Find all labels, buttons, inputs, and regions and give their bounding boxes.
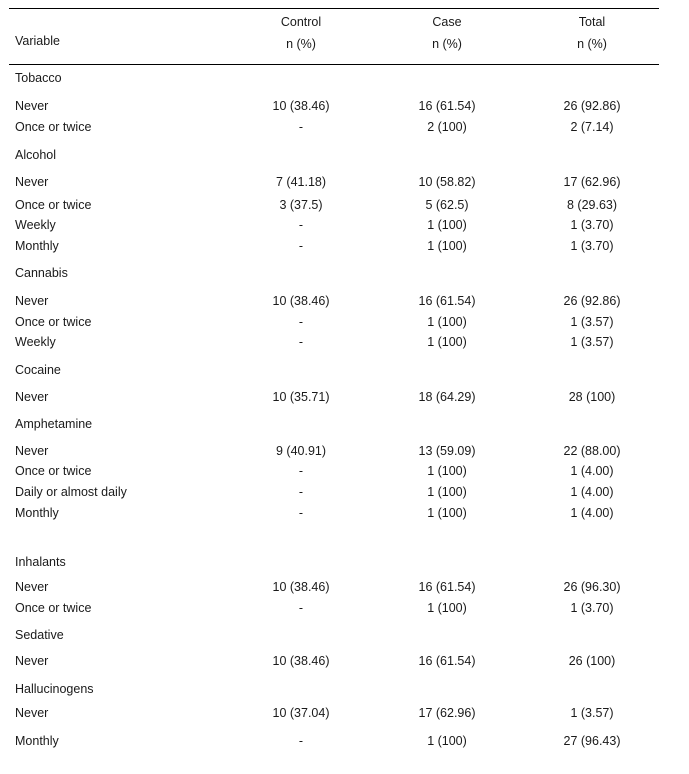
case-value: 1 (100) bbox=[427, 218, 467, 232]
case-value: 10 (58.82) bbox=[418, 175, 476, 189]
total-value: 1 (3.57) bbox=[570, 335, 614, 349]
case-value: 1 (100) bbox=[427, 601, 467, 615]
group-heading: Inhalants bbox=[15, 555, 66, 569]
total-value: 26 (92.86) bbox=[563, 99, 621, 113]
row-label: Never bbox=[15, 294, 49, 308]
table-row bbox=[9, 195, 659, 215]
table-row bbox=[9, 482, 659, 502]
case-value: 18 (64.29) bbox=[418, 390, 476, 404]
control-value: - bbox=[298, 335, 304, 349]
table-row bbox=[9, 172, 659, 192]
group-heading: Sedative bbox=[15, 628, 64, 642]
case-value: 17 (62.96) bbox=[418, 706, 476, 720]
table-row bbox=[9, 291, 659, 311]
header-variable: Variable bbox=[15, 34, 60, 48]
table-row bbox=[9, 731, 659, 751]
table-row bbox=[9, 461, 659, 481]
case-value: 2 (100) bbox=[427, 120, 467, 134]
table-row bbox=[9, 577, 659, 597]
header-total-sub: n (%) bbox=[577, 37, 607, 51]
control-value: - bbox=[298, 601, 304, 615]
case-value: 1 (100) bbox=[427, 239, 467, 253]
table-row bbox=[9, 441, 659, 461]
group-heading: Alcohol bbox=[15, 148, 56, 162]
total-value: 1 (4.00) bbox=[570, 485, 614, 499]
control-value: - bbox=[298, 734, 304, 748]
control-value: 3 (37.5) bbox=[279, 198, 323, 212]
control-value: - bbox=[298, 485, 304, 499]
total-value: 28 (100) bbox=[568, 390, 616, 404]
row-label: Weekly bbox=[15, 218, 56, 232]
case-value: 1 (100) bbox=[427, 315, 467, 329]
total-value: 1 (4.00) bbox=[570, 506, 614, 520]
row-label: Never bbox=[15, 99, 49, 113]
table-row bbox=[9, 598, 659, 618]
control-value: - bbox=[298, 464, 304, 478]
control-value: - bbox=[298, 218, 304, 232]
case-value: 1 (100) bbox=[427, 464, 467, 478]
row-label: Once or twice bbox=[15, 120, 92, 134]
header-case-name: Case bbox=[432, 15, 462, 29]
case-value: 1 (100) bbox=[427, 485, 467, 499]
case-value: 1 (100) bbox=[427, 506, 467, 520]
total-value: 1 (3.57) bbox=[570, 706, 614, 720]
row-label: Once or twice bbox=[15, 601, 92, 615]
case-value: 16 (61.54) bbox=[418, 99, 476, 113]
control-value: 10 (38.46) bbox=[272, 99, 330, 113]
table-row bbox=[9, 503, 659, 523]
header-total-name: Total bbox=[578, 15, 606, 29]
table-row bbox=[9, 387, 659, 407]
control-value: 10 (38.46) bbox=[272, 654, 330, 668]
header-control-name: Control bbox=[280, 15, 322, 29]
case-value: 1 (100) bbox=[427, 734, 467, 748]
row-label: Weekly bbox=[15, 335, 56, 349]
row-label: Never bbox=[15, 580, 49, 594]
table-header bbox=[9, 8, 659, 64]
row-label: Never bbox=[15, 390, 49, 404]
total-value: 22 (88.00) bbox=[563, 444, 621, 458]
table-row bbox=[9, 651, 659, 671]
total-value: 1 (3.70) bbox=[570, 218, 614, 232]
table-row bbox=[9, 332, 659, 352]
table-row bbox=[9, 312, 659, 332]
case-value: 16 (61.54) bbox=[418, 294, 476, 308]
control-value: - bbox=[298, 506, 304, 520]
control-value: - bbox=[298, 315, 304, 329]
group-heading: Tobacco bbox=[15, 71, 62, 85]
total-value: 1 (3.70) bbox=[570, 239, 614, 253]
total-value: 2 (7.14) bbox=[570, 120, 614, 134]
row-label: Never bbox=[15, 706, 49, 720]
table-row bbox=[9, 117, 659, 137]
table-row bbox=[9, 96, 659, 116]
total-value: 27 (96.43) bbox=[563, 734, 621, 748]
total-value: 8 (29.63) bbox=[566, 198, 618, 212]
header-control bbox=[231, 11, 371, 55]
row-label: Monthly bbox=[15, 734, 59, 748]
table-row bbox=[9, 703, 659, 723]
total-value: 1 (3.57) bbox=[570, 315, 614, 329]
total-value: 1 (3.70) bbox=[570, 601, 614, 615]
total-value: 17 (62.96) bbox=[563, 175, 621, 189]
table-row bbox=[9, 236, 659, 256]
case-value: 5 (62.5) bbox=[425, 198, 469, 212]
header-case bbox=[377, 11, 517, 55]
total-value: 26 (100) bbox=[568, 654, 616, 668]
control-value: 10 (38.46) bbox=[272, 580, 330, 594]
row-label: Daily or almost daily bbox=[15, 485, 127, 499]
total-value: 26 (92.86) bbox=[563, 294, 621, 308]
control-value: 9 (40.91) bbox=[275, 444, 327, 458]
total-value: 1 (4.00) bbox=[570, 464, 614, 478]
group-heading: Cannabis bbox=[15, 266, 68, 280]
control-value: 10 (37.04) bbox=[272, 706, 330, 720]
row-label: Once or twice bbox=[15, 464, 92, 478]
total-value: 26 (96.30) bbox=[563, 580, 621, 594]
group-heading: Amphetamine bbox=[15, 417, 93, 431]
row-label: Monthly bbox=[15, 506, 59, 520]
case-value: 1 (100) bbox=[427, 335, 467, 349]
header-rule bbox=[9, 64, 659, 65]
group-heading: Hallucinogens bbox=[15, 682, 94, 696]
control-value: 7 (41.18) bbox=[275, 175, 327, 189]
row-label: Never bbox=[15, 444, 49, 458]
header-total bbox=[522, 11, 662, 55]
row-label: Monthly bbox=[15, 239, 59, 253]
row-label: Never bbox=[15, 654, 49, 668]
table-row bbox=[9, 215, 659, 235]
control-value: - bbox=[298, 120, 304, 134]
row-label: Never bbox=[15, 175, 49, 189]
control-value: 10 (35.71) bbox=[272, 390, 330, 404]
case-value: 16 (61.54) bbox=[418, 580, 476, 594]
row-label: Once or twice bbox=[15, 315, 92, 329]
control-value: 10 (38.46) bbox=[272, 294, 330, 308]
header-case-sub: n (%) bbox=[432, 37, 462, 51]
case-value: 13 (59.09) bbox=[418, 444, 476, 458]
case-value: 16 (61.54) bbox=[418, 654, 476, 668]
header-control-sub: n (%) bbox=[286, 37, 316, 51]
control-value: - bbox=[298, 239, 304, 253]
row-label: Once or twice bbox=[15, 198, 92, 212]
group-heading: Cocaine bbox=[15, 363, 61, 377]
